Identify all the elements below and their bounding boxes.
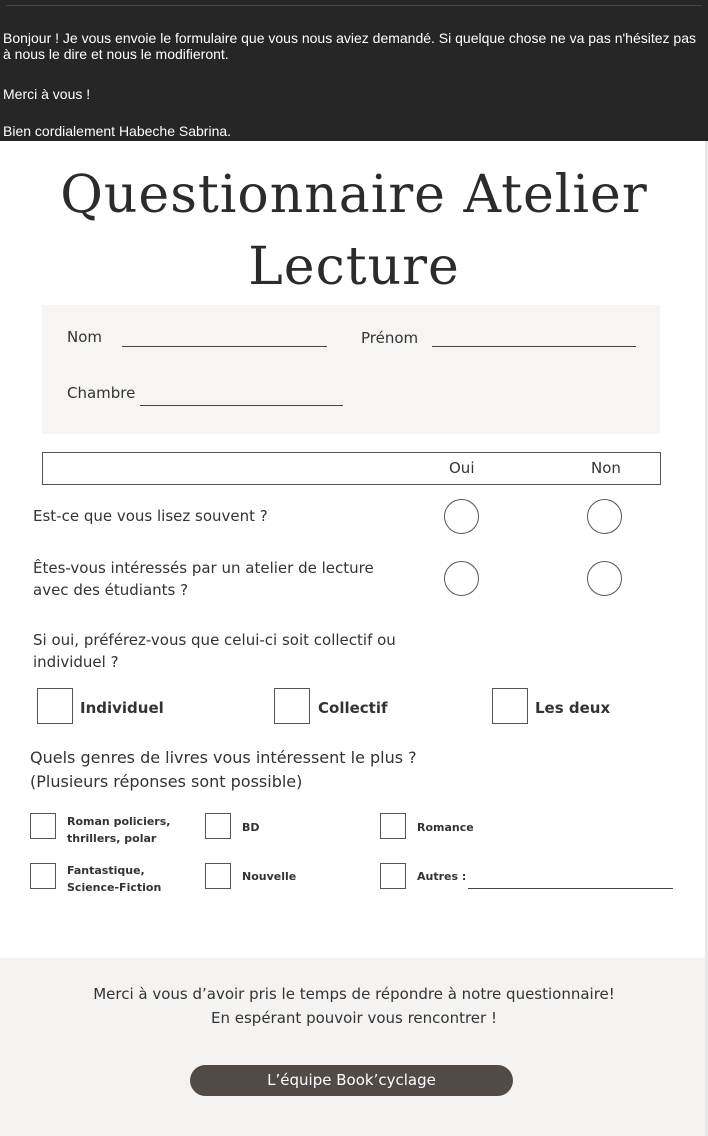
genre-bd-label: BD bbox=[242, 821, 260, 834]
genre-nouvelle-label: Nouvelle bbox=[242, 870, 297, 883]
email-text-line1: Bonjour ! Je vous envoie le formulaire que vous nous aviez demandé. Si quelque chose ne va pas n'hésitez pas à nous le dire et nous le modifieront. bbox=[3, 30, 696, 62]
genre-romance-label: Romance bbox=[417, 821, 474, 834]
genres-question: Quels genres de livres vous intéressent le plus ? (Plusieurs réponses sont possible) bbox=[30, 748, 417, 791]
prenom-field[interactable] bbox=[432, 346, 636, 347]
genre-nouvelle-checkbox[interactable] bbox=[205, 863, 231, 889]
identity-section bbox=[42, 305, 660, 434]
questionnaire-image bbox=[0, 141, 708, 1136]
answer-header bbox=[42, 452, 661, 485]
collectif-checkbox[interactable] bbox=[274, 688, 310, 724]
q2-oui-radio[interactable] bbox=[444, 561, 479, 596]
les-deux-label: Les deux bbox=[535, 699, 611, 717]
email-text-line3: Bien cordialement Habeche Sabrina. bbox=[3, 123, 232, 139]
form-title-line2: Lecture bbox=[248, 237, 460, 297]
individuel-checkbox[interactable] bbox=[37, 688, 73, 724]
nom-label: Nom bbox=[67, 328, 103, 346]
divider bbox=[6, 5, 702, 6]
genre-bd-checkbox[interactable] bbox=[205, 813, 231, 839]
thanks-line1: Merci à vous d’avoir pris le temps de répondre à notre questionnaire! bbox=[93, 985, 615, 1003]
collectif-label: Collectif bbox=[318, 699, 388, 717]
q1-non-radio[interactable] bbox=[587, 499, 622, 534]
question-1: Est-ce que vous lisez souvent ? bbox=[33, 507, 268, 525]
autres-field[interactable] bbox=[468, 888, 673, 889]
chambre-field[interactable] bbox=[140, 405, 343, 406]
individuel-label: Individuel bbox=[80, 699, 164, 717]
q2-non-radio[interactable] bbox=[587, 561, 622, 596]
genre-policier-checkbox[interactable] bbox=[30, 813, 56, 839]
chambre-label: Chambre bbox=[67, 384, 136, 402]
genre-autres-checkbox[interactable] bbox=[380, 863, 406, 889]
genre-policier-label: Roman policiers, thrillers, polar bbox=[67, 815, 171, 845]
signature-badge: L’équipe Book’cyclage bbox=[190, 1065, 513, 1096]
genre-autres-label: Autres : bbox=[417, 870, 467, 883]
genre-romance-checkbox[interactable] bbox=[380, 813, 406, 839]
prenom-label: Prénom bbox=[361, 329, 419, 347]
non-header: Non bbox=[591, 459, 621, 477]
email-message bbox=[0, 0, 708, 141]
question-3: Si oui, préférez-vous que celui-ci soit collectif ou individuel ? bbox=[33, 631, 396, 671]
genre-fantastique-checkbox[interactable] bbox=[30, 863, 56, 889]
question-2: Êtes-vous intéressés par un atelier de lecture avec des étudiants ? bbox=[33, 559, 374, 599]
footer bbox=[0, 958, 708, 1136]
les-deux-checkbox[interactable] bbox=[492, 688, 528, 724]
oui-header: Oui bbox=[449, 459, 475, 477]
email-text-line2: Merci à vous ! bbox=[3, 86, 91, 102]
nom-field[interactable] bbox=[122, 346, 327, 347]
q1-oui-radio[interactable] bbox=[444, 499, 479, 534]
form-title-line1: Questionnaire Atelier bbox=[60, 165, 648, 225]
thanks-line2: En espérant pouvoir vous rencontrer ! bbox=[211, 1009, 497, 1027]
genre-fantastique-label: Fantastique, Science-Fiction bbox=[67, 864, 162, 894]
